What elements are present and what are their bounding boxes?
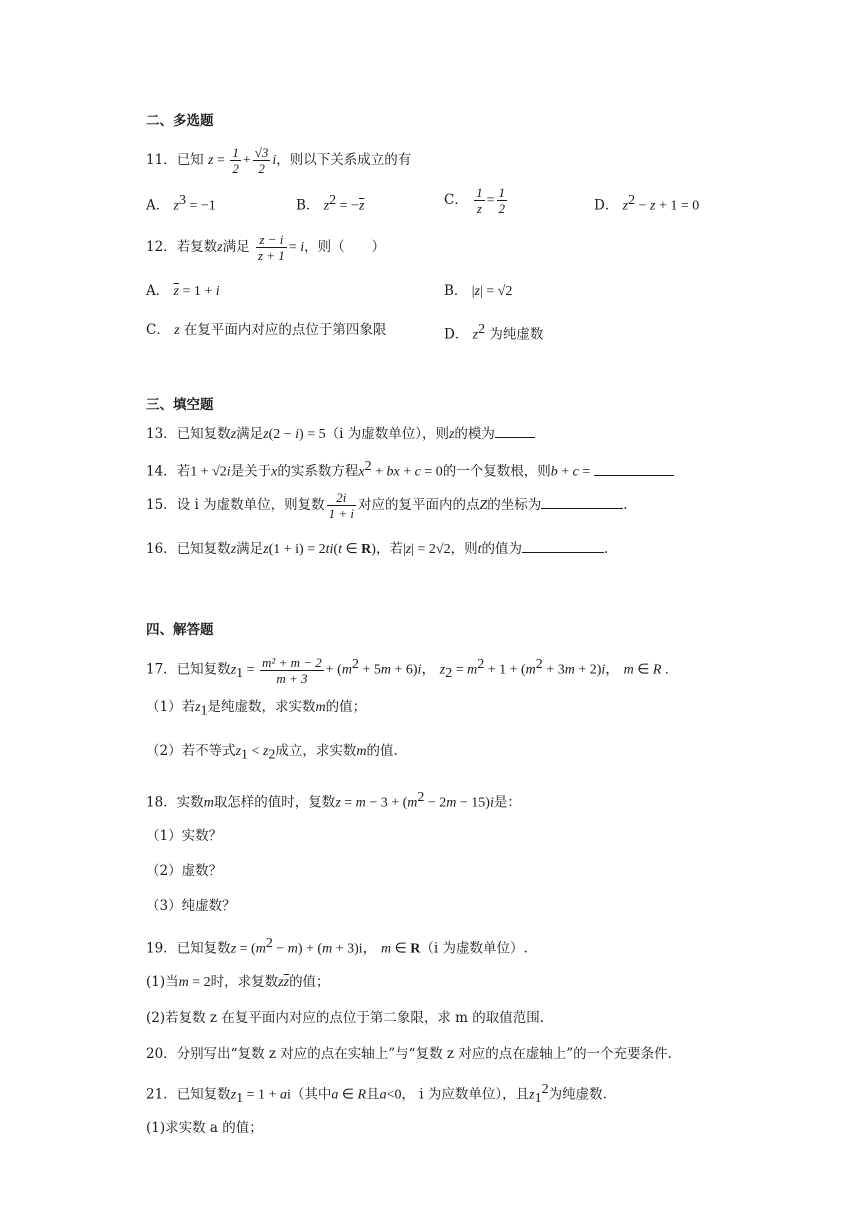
question-12: 12．若复数z满足 $\frac{z - i}{z + 1}$ = i，则（ ） (146, 232, 386, 263)
answer-blank[interactable] (541, 494, 623, 509)
question-18-part-1: （1）实数？ (146, 828, 223, 844)
option-11-b[interactable]: B． $z^2 = -\overline{z}$ (296, 193, 365, 214)
question-21-part-1: (1)求实数 a 的值； (146, 1120, 263, 1136)
question-13: 13．已知复数z满足z(2 − i) = 5（i 为虚数单位），则z的模为 (146, 423, 535, 445)
answer-blank[interactable] (495, 423, 535, 438)
question-19-part-2: (2)若复数 z 在复平面内对应的点位于第二象限，求 m 的取值范围. (146, 1010, 544, 1026)
option-11-a[interactable]: A． $z^3 = -1$ (146, 193, 216, 214)
option-12-c[interactable]: C． z 在复平面内对应的点位于第四象限 (146, 322, 387, 338)
question-20: 20．分别写出“复数 z 对应的点在实轴上”与“复数 z 对应的点在虚轴上”的一个充要条件. (146, 1046, 672, 1062)
question-19-part-1: (1)当m = 2时，求复数$z\overline{z}$的值； (146, 974, 330, 990)
option-12-b[interactable]: B． |z| = √2 (444, 283, 513, 299)
section-heading-fill-blank: 三、填空题 (146, 397, 214, 413)
section-heading-multiple-choice: 二、多选题 (146, 113, 214, 129)
question-11: 11．已知 z = $\frac{1}{2}$ + $\frac{√3}{2}$ i，则以下关系成立的有 (146, 145, 412, 176)
option-11-d[interactable]: D． $z^2 - z + 1 = 0$ (594, 193, 700, 214)
question-number: 11． (146, 152, 177, 168)
option-12-d[interactable]: D． $z^2$ 为纯虚数 (444, 322, 544, 343)
answer-blank[interactable] (594, 461, 674, 476)
question-16: 16．已知复数z满足z(1 + i) = 2ti(t ∈ R)，若|z| = 2√2，则t的值为 . (146, 538, 608, 560)
question-17-part-2: （2）若不等式$z_1 < z_2$成立，求实数m的值. (146, 743, 398, 763)
option-12-a[interactable]: A． $\overline{z} = 1 + i$ (146, 283, 220, 299)
question-17-part-1: （1）若$z_1$是纯虚数，求实数m的值； (146, 699, 367, 719)
section-heading-solutions: 四、解答题 (146, 622, 214, 638)
question-18: 18．实数m取怎样的值时，复数$z = m - 3 + (m^2 - 2m - 15)i$是： (146, 790, 521, 811)
answer-blank[interactable] (522, 538, 604, 553)
question-19: 19．已知复数$z = (m^2 - m) + (m + 3)i$， m ∈ R（i 为虚数单位）. (146, 936, 528, 957)
question-18-part-3: （3）纯虚数？ (146, 898, 236, 914)
question-17: 17．已知复数$z_1$ = $\frac{\text{m² + m − 2}}{m + 3}$ + $(m^2 + 5m + 6)i$， $z_2 = m^2 + 1 + (m^2 + 3m + 2)i$， m ∈ R . (146, 654, 669, 686)
question-15: 15．设 i 为虚数单位，则复数 $\frac{2i}{1 + i}$ 对应的复平面内的点Z的坐标为 . (146, 490, 628, 521)
question-14: 14．若1 + √2i是关于x的实系数方程$x^2$ + bx + c = 0的一个复数根，则b + c = (146, 457, 674, 483)
question-18-part-2: （2）虚数？ (146, 863, 223, 879)
option-11-c[interactable]: C． $\frac{1}{z}$ = $\frac{1}{2}$ (444, 185, 506, 216)
question-21: 21．已知复数$z_1 = 1 + ai$（其中a ∈ R且a<0， i 为应数单位），且$z_1^2$为纯虚数. (146, 1082, 607, 1107)
